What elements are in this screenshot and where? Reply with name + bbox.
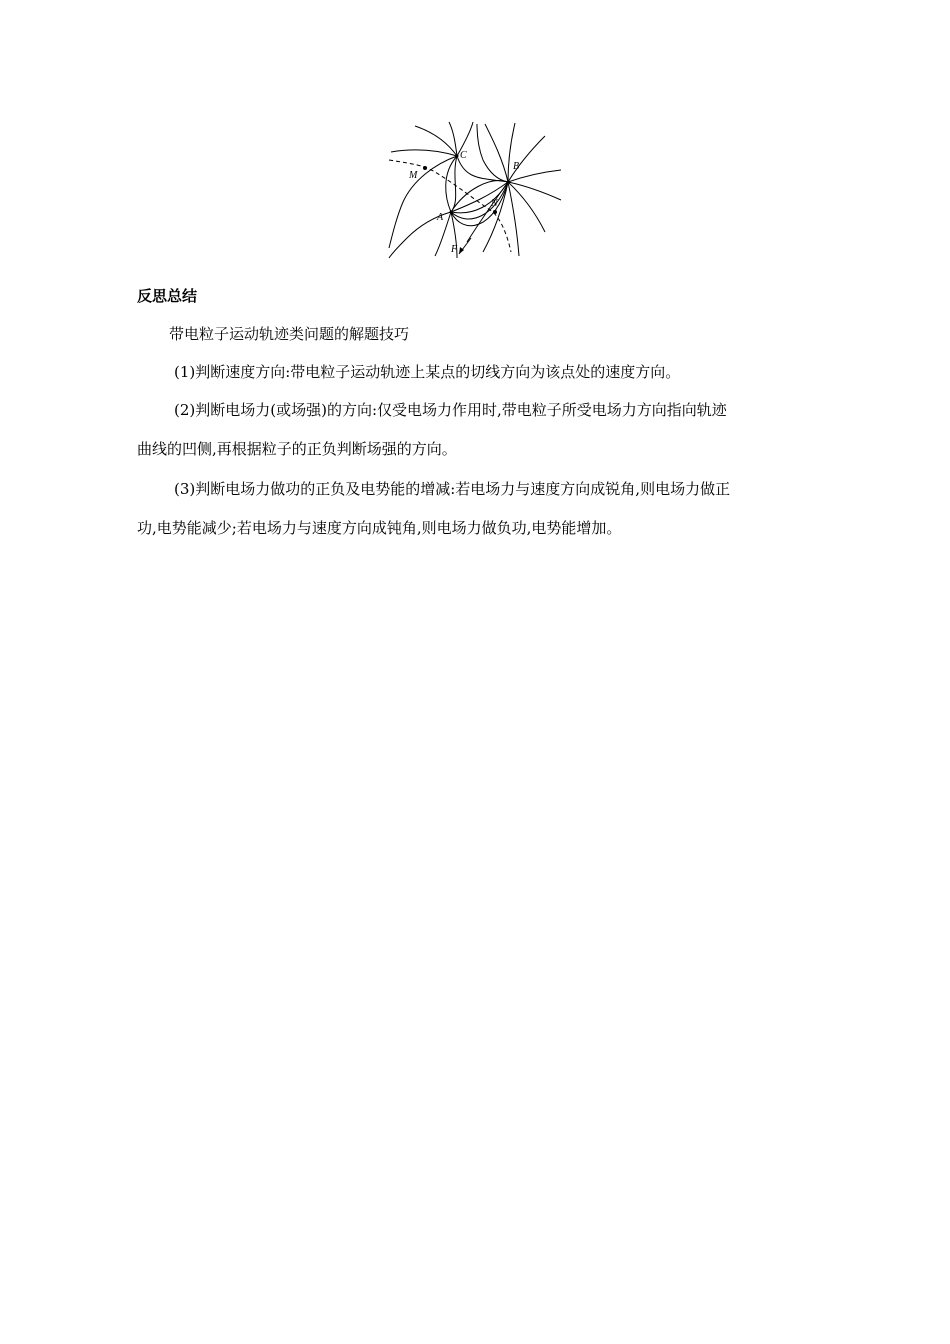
- paragraph-line-3: 曲线的凹侧,再根据粒子的正负判断场强的方向。: [137, 440, 457, 458]
- field-line: [508, 182, 545, 232]
- point-n: [493, 210, 497, 214]
- field-line: [451, 181, 508, 212]
- field-line: [477, 124, 508, 182]
- field-line: [485, 124, 508, 182]
- paragraph-line-2: (2)判断电场力(或场强)的方向:仅受电场力作用时,带电粒子所受电场力方向指向轨迹: [174, 401, 727, 419]
- label-b: B: [513, 161, 520, 172]
- point-c: [456, 155, 459, 158]
- label-f: F: [451, 244, 458, 255]
- field-diagram-svg: [385, 120, 565, 262]
- label-c: C: [460, 150, 467, 161]
- point-a: [450, 211, 453, 214]
- label-m: M: [409, 170, 418, 181]
- field-line: [389, 156, 457, 248]
- electric-field-lines-figure: [385, 120, 565, 262]
- label-a: A: [437, 212, 444, 223]
- paragraph-line-4: (3)判断电场力做功的正负及电势能的增减:若电场力与速度方向成锐角,则电场力做正: [174, 480, 731, 498]
- paragraph-line-5: 功,电势能减少;若电场力与速度方向成钝角,则电场力做负功,电势能增加。: [137, 519, 622, 537]
- field-line: [508, 136, 545, 182]
- section-heading: 反思总结: [137, 287, 198, 305]
- field-line: [391, 150, 457, 156]
- point-b: [507, 181, 510, 184]
- paragraph-line-1: (1)判断速度方向:带电粒子运动轨迹上某点的切线方向为该点处的速度方向。: [174, 363, 681, 381]
- intro-line: 带电粒子运动轨迹类问题的解题技巧: [169, 325, 410, 343]
- field-line: [508, 182, 561, 200]
- label-n: N: [491, 198, 498, 209]
- point-m: [423, 166, 427, 170]
- field-line: [451, 182, 508, 212]
